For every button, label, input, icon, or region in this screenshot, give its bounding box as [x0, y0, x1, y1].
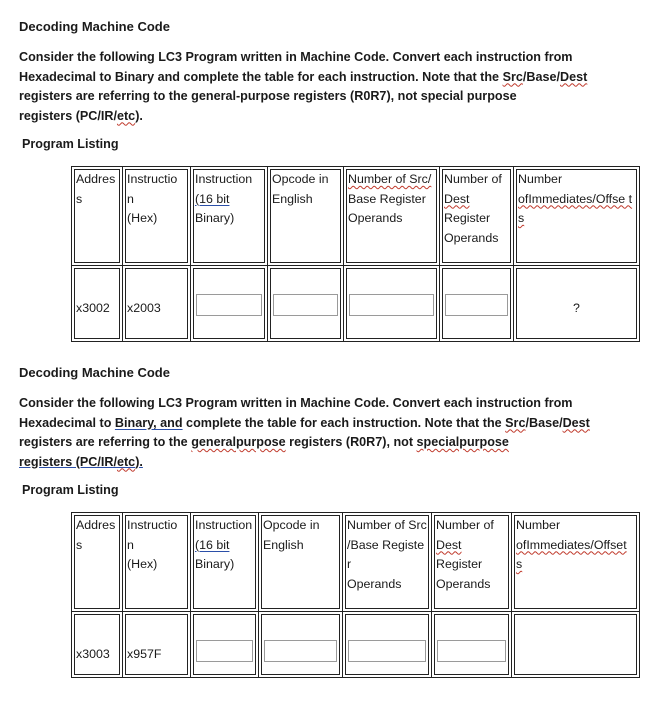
- src-answer-field[interactable]: [348, 640, 426, 662]
- cell-instruction-hex: x2003: [123, 266, 191, 342]
- table-header-row: [72, 513, 640, 612]
- header-binary: Instruction (16 bit Binary): [191, 513, 259, 612]
- program-table-1: [71, 166, 640, 342]
- cell-binary[interactable]: [191, 612, 259, 678]
- header-address: Addres s: [72, 167, 123, 266]
- cell-opcode[interactable]: [268, 266, 344, 342]
- cell-address: x3003: [72, 612, 123, 678]
- header-opcode: Opcode in English: [259, 513, 343, 612]
- cell-opcode[interactable]: [259, 612, 343, 678]
- header-binary: Instruction (16 bit Binary): [191, 167, 268, 266]
- opcode-answer-field[interactable]: [264, 640, 337, 662]
- src-answer-field[interactable]: [349, 294, 434, 316]
- header-src-base: Number of Src /Base Register Operands: [343, 513, 432, 612]
- cell-immediates[interactable]: [512, 612, 640, 678]
- section-2-instructions: Consider the following LC3 Program written in Machine Code. Convert each instruction from Hexadecimal to Binary, and complete the table for each instruction. Note that the Src/Base/Dest registers are referring to the generalpurpose registers (R0R7), not specialpurpose registers (PC/IR/etc).: [19, 396, 590, 469]
- cell-src-base[interactable]: [344, 266, 440, 342]
- header-immediates: Number ofImmediates/Offse ts: [514, 167, 640, 266]
- cell-dest[interactable]: [432, 612, 512, 678]
- header-instruction-hex: Instructio n (Hex): [123, 513, 191, 612]
- section-2-listing-label: Program Listing: [22, 483, 119, 497]
- section-2-heading: Decoding Machine Code: [19, 365, 170, 380]
- program-table-2: [71, 512, 640, 678]
- binary-answer-field[interactable]: [196, 640, 253, 662]
- table-row: [72, 612, 640, 678]
- dest-answer-field[interactable]: [445, 294, 508, 316]
- header-address: Addres s: [72, 513, 123, 612]
- binary-answer-field[interactable]: [196, 294, 262, 316]
- header-dest: Number of Dest Register Operands: [440, 167, 514, 266]
- cell-binary[interactable]: [191, 266, 268, 342]
- cell-dest[interactable]: [440, 266, 514, 342]
- section-1-instructions: Consider the following LC3 Program written in Machine Code. Convert each instruction from Hexadecimal to Binary and complete the table for each instruction. Note that the Src/Base/Dest registers are referring to the general-purpose registers (R0R7), not special purpose registers (PC/IR/etc).: [19, 50, 588, 123]
- section-1-heading: Decoding Machine Code: [19, 19, 170, 34]
- table-row: [72, 266, 640, 342]
- header-dest: Number of Dest Register Operands: [432, 513, 512, 612]
- header-instruction-hex: Instructio n (Hex): [123, 167, 191, 266]
- cell-src-base[interactable]: [343, 612, 432, 678]
- section-1-listing-label: Program Listing: [22, 137, 119, 151]
- table-header-row: [72, 167, 640, 266]
- cell-instruction-hex: x957F: [123, 612, 191, 678]
- cell-address: x3002: [72, 266, 123, 342]
- header-immediates: Number ofImmediates/Offset s: [512, 513, 640, 612]
- opcode-answer-field[interactable]: [273, 294, 338, 316]
- dest-answer-field[interactable]: [437, 640, 506, 662]
- header-opcode: Opcode in English: [268, 167, 344, 266]
- cell-immediates[interactable]: ?: [514, 266, 640, 342]
- header-src-base: Number of Src/ Base Register Operands: [344, 167, 440, 266]
